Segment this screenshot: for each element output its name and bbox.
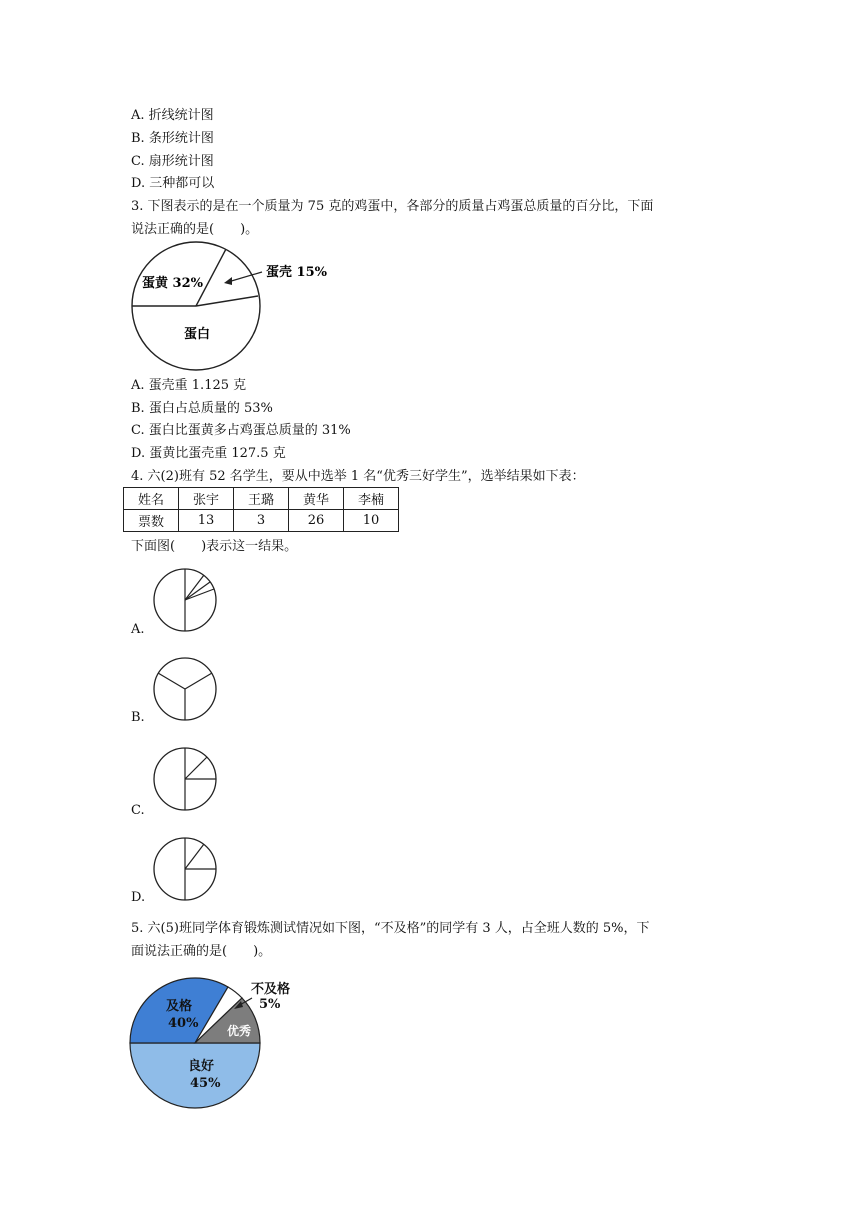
table-cell: 26: [289, 510, 344, 532]
q5-stem-line2: 面说法正确的是( )。: [131, 944, 272, 959]
q4-option-c-pie: [152, 746, 220, 814]
fitness-pie-chart: [128, 976, 308, 1116]
q3-stem-line1: 3. 下图表示的是在一个质量为 75 克的鸡蛋中，各部分的质量占鸡蛋总质量的百分比，下面: [131, 199, 654, 214]
egg-label-yolk: 蛋黄 32%: [142, 276, 203, 291]
fitness-label-good: 良好: [188, 1059, 215, 1074]
q4-prompt: 下面图( )表示这一结果。: [131, 539, 298, 554]
q4-option-a-pie: [152, 567, 220, 635]
table-cell: 姓名: [124, 488, 179, 510]
q3-option-d: D. 蛋黄比蛋壳重 127.5 克: [131, 446, 286, 461]
q2-option-d: D. 三种都可以: [131, 176, 215, 191]
q3-option-a: A. 蛋壳重 1.125 克: [131, 378, 247, 393]
fitness-label-pass-pct: 40%: [168, 1016, 199, 1031]
table-cell: 13: [179, 510, 234, 532]
q3-option-b: B. 蛋白占总质量的 53%: [131, 401, 273, 416]
q4-option-a-label: A.: [131, 622, 145, 637]
q2-option-c: C. 扇形统计图: [131, 154, 214, 169]
fitness-label-excellent: 优秀: [227, 1024, 252, 1038]
q4-option-b-label: B.: [131, 710, 145, 725]
q2-option-b: B. 条形统计图: [131, 131, 214, 146]
q4-stem: 4. 六(2)班有 52 名学生，要从中选举 1 名“优秀三好学生”，选举结果如下表：: [131, 469, 585, 484]
table-cell: 票数: [124, 510, 179, 532]
egg-label-white: 蛋白: [184, 327, 211, 342]
table-cell: 张宇: [179, 488, 234, 510]
table-row: [124, 488, 399, 510]
q4-option-c-label: C.: [131, 803, 145, 818]
q4-option-d-pie: [152, 836, 220, 904]
egg-label-shell: 蛋壳 15%: [266, 265, 327, 280]
fitness-label-good-pct: 45%: [190, 1076, 221, 1091]
q4-option-b-pie: [152, 656, 220, 724]
q4-option-d-label: D.: [131, 890, 146, 905]
fitness-label-pass: 及格: [166, 999, 193, 1014]
table-cell: 李楠: [344, 488, 399, 510]
fitness-label-fail: 不及格: [251, 982, 291, 997]
table-cell: 黄华: [289, 488, 344, 510]
vote-table: [123, 487, 399, 532]
table-cell: 10: [344, 510, 399, 532]
fitness-label-fail-pct: 5%: [259, 997, 281, 1012]
egg-pie-chart: [128, 238, 358, 372]
table-cell: 王璐: [234, 488, 289, 510]
q3-option-c: C. 蛋白比蛋黄多占鸡蛋总质量的 31%: [131, 423, 351, 438]
q3-stem-line2: 说法正确的是( )。: [131, 222, 259, 237]
q2-option-a: A. 折线统计图: [131, 108, 214, 123]
table-row: [124, 510, 399, 532]
table-cell: 3: [234, 510, 289, 532]
q5-stem-line1: 5. 六(5)班同学体育锻炼测试情况如下图，“不及格”的同学有 3 人，占全班人数的 5%，下: [131, 921, 650, 936]
